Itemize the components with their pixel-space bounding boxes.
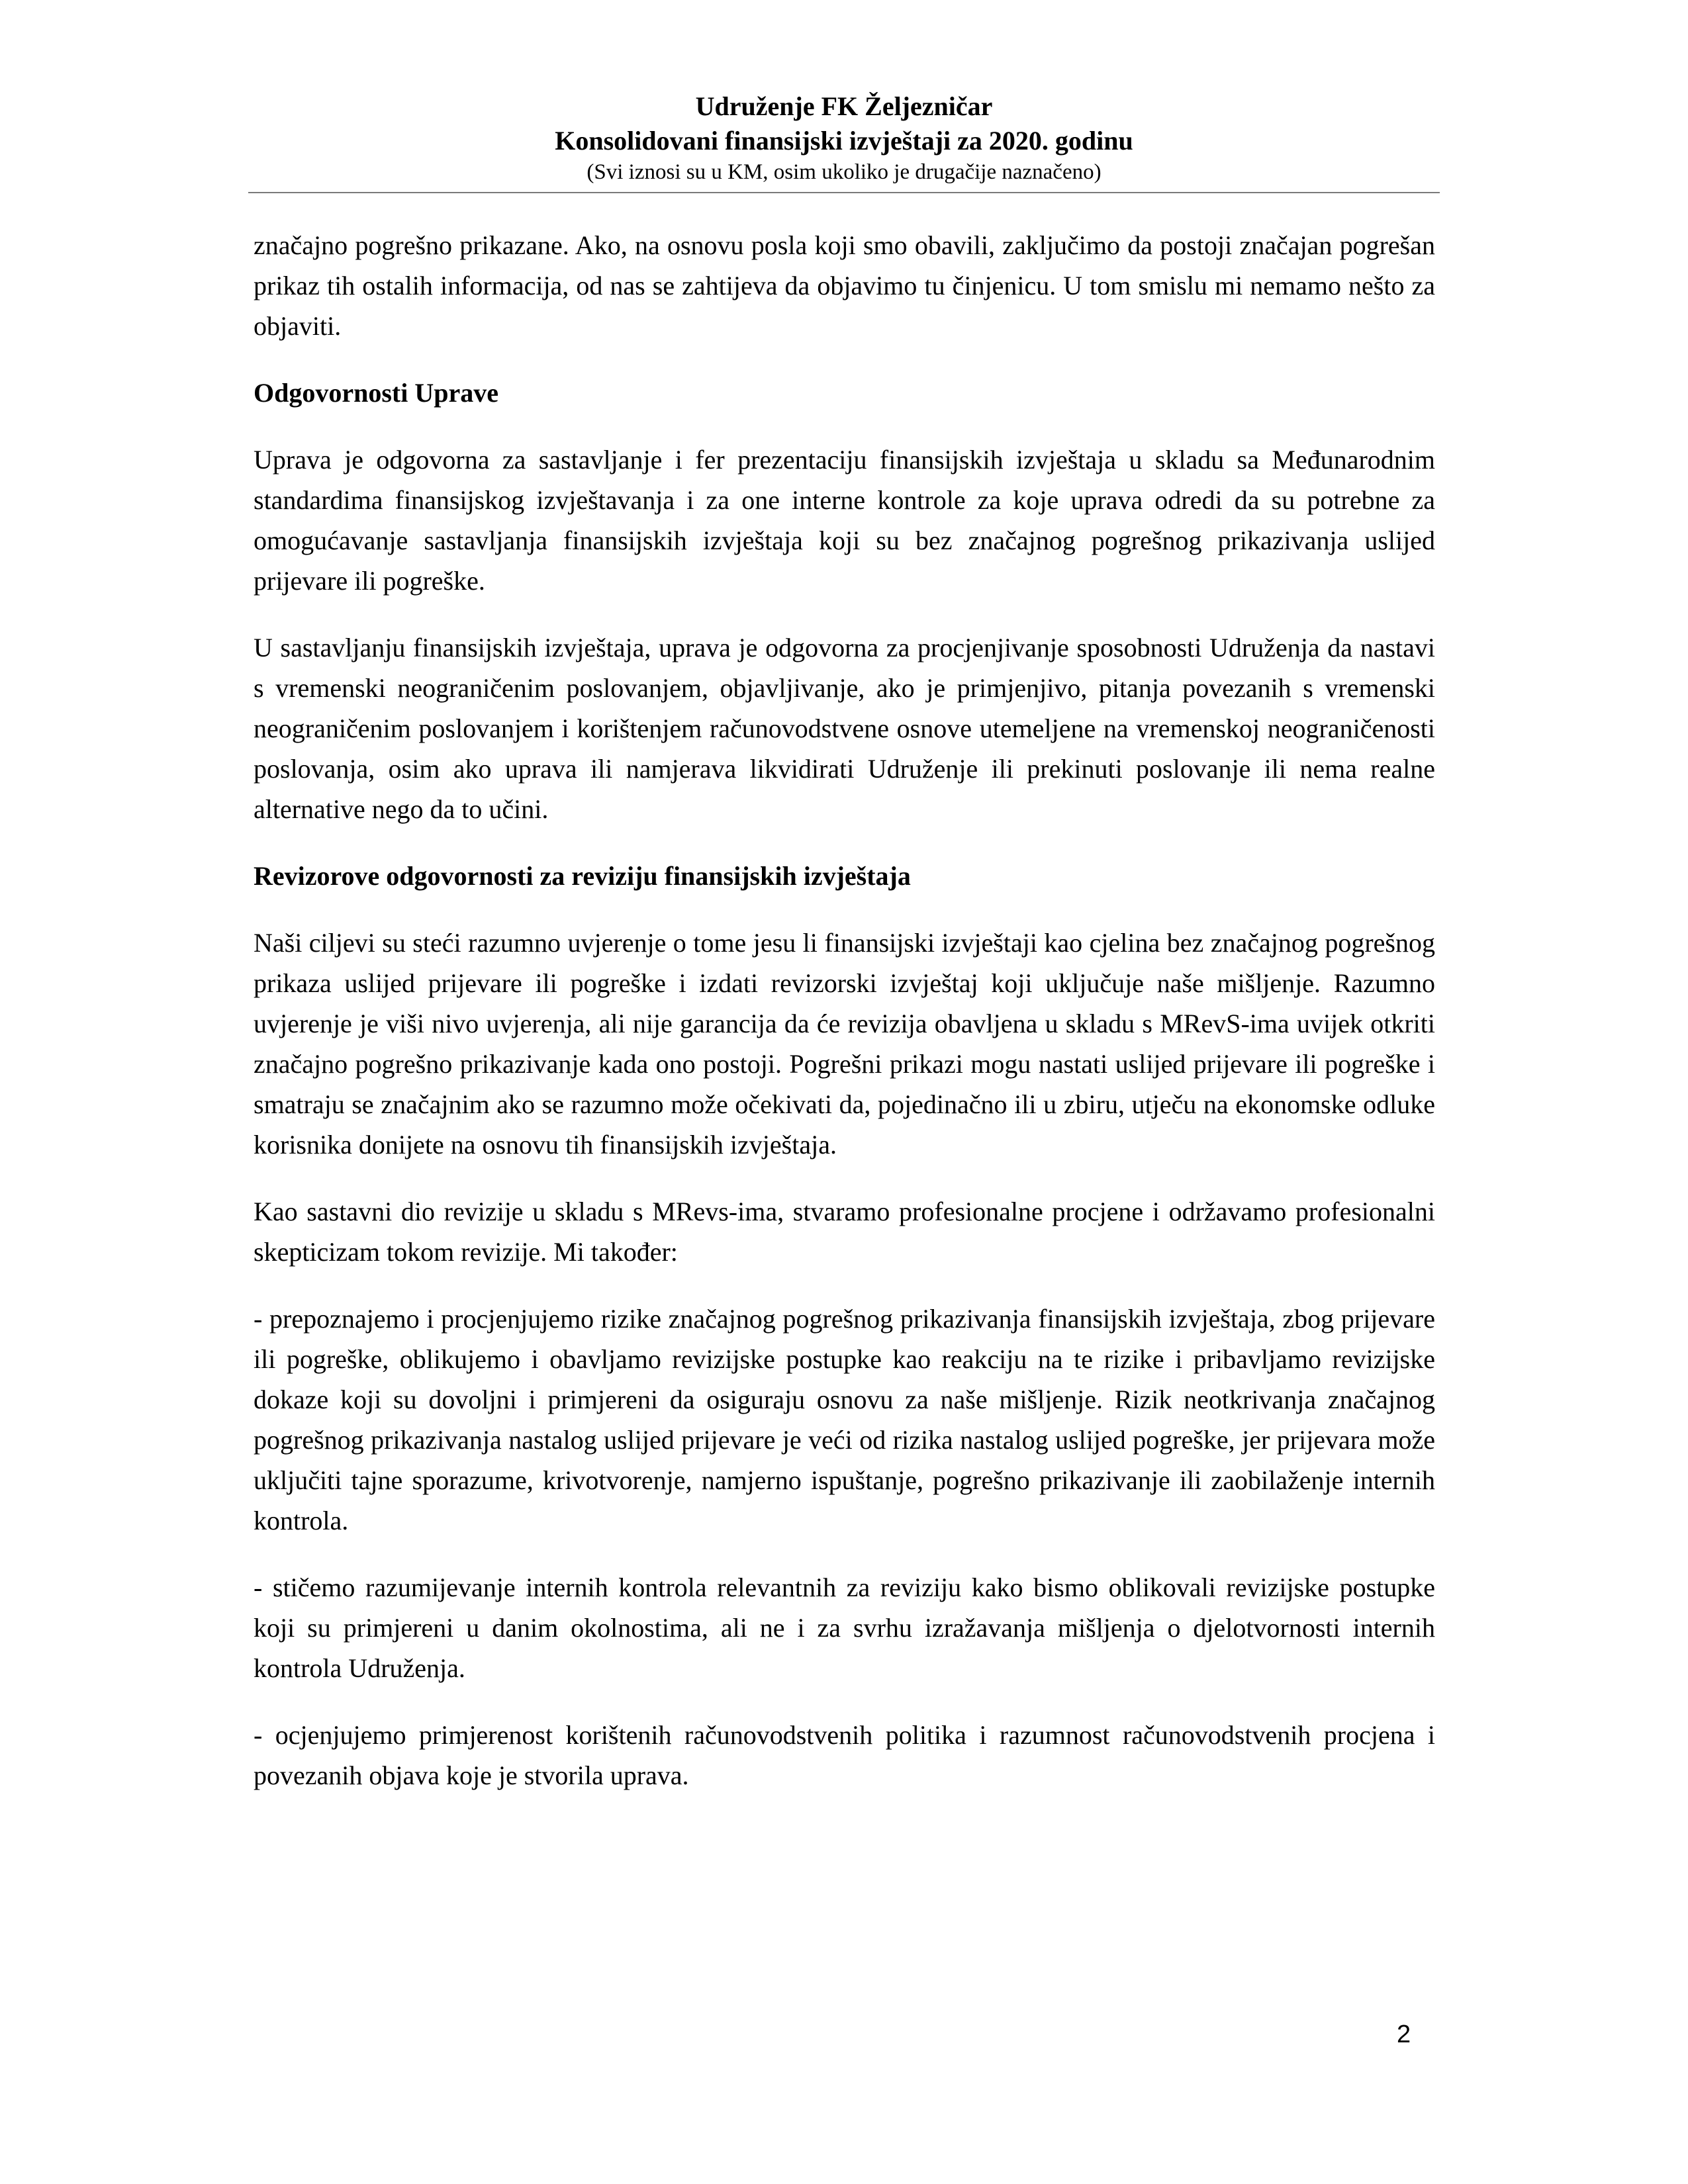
- auditor-paragraph-2: Kao sastavni dio revizije u skladu s MRevs-ima, stvaramo profesionalne procjene i održavamo profesionalni skepticizam tokom revizije. Mi također:: [254, 1197, 1435, 1267]
- report-title: Konsolidovani finansijski izvještaji za 2020. godinu: [555, 126, 1133, 156]
- management-paragraph-2: U sastavljanju finansijskih izvještaja, uprava je odgovorna za procjenjivanje sposobnosti Udruženja da nastavi s vremenski neograničenim poslovanjem, objavljivanje, ako je primjenjivo, pitanja povezanih s vremenski neograničenim poslovanjem i korištenjem računovodstvene osnove utemeljene na vremenskoj neograničenosti poslovanja, osim ako uprava ili namjerava likvidirati Udruženje ili prekinuti poslovanje ili nema realne alternative nego da to učini.: [254, 633, 1435, 824]
- auditor-paragraph-1: Naši ciljevi su steći razumno uvjerenje o tome jesu li finansijski izvještaji kao cjelina bez značajnog pogrešnog prikaza uslijed prijevare ili pogreške i izdati revizorski izvještaj koji uključuje naše mišljenje. Razumno uvjerenje je viši nivo uvjerenja, ali nije garancija da će revizija obavljena u skladu s MRevS-ima uvijek otkriti značajno pogrešno prikazivanje kada ono postoji. Pogrešni prikazi mogu nastati uslijed prijevare ili pogreške i smatraju se značajnim ako se razumno može očekivati da, pojedinačno ili u zbiru, utječu na ekonomske odluke korisnika donijete na osnovu tih finansijskih izvještaja.: [254, 928, 1435, 1160]
- auditor-list-item-1: - prepoznajemo i procjenjujemo rizike značajnog pogrešnog prikazivanja finansijskih izvještaja, zbog prijevare ili pogreške, oblikujemo i obavljamo revizijske postupke kao reakciju na te rizike i pribavljamo revizijske dokaze koji su dovoljni i primjereni da osiguraju osnovu za naše mišljenje. Rizik neotkrivanja značajnog pogrešnog prikazivanja nastalog uslijed prijevare je veći od rizika nastalog uslijed pogreške, jer prijevara može uključiti tajne sporazume, krivotvorenje, namjerno ispuštanje, pogrešno prikazivanje ili zaobilaženje internih kontrola.: [254, 1304, 1435, 1535]
- auditor-list-item-3: - ocjenjujemo primjerenost korištenih računovodstvenih politika i razumnost računovodstvenih procjena i povezanih objava koje je stvorila uprava.: [254, 1720, 1435, 1790]
- document-body: [254, 225, 1435, 1822]
- page-header: [248, 89, 1440, 186]
- organization-name: Udruženje FK Željezničar: [695, 91, 993, 121]
- header-divider: [248, 192, 1440, 193]
- page-number: 2: [1397, 2021, 1411, 2048]
- auditor-list-item-2: - stičemo razumijevanje internih kontrola relevantnih za reviziju kako bismo oblikovali revizijske postupke koji su primjereni u danim okolnostima, ali ne i za svrhu izražavanja mišljenja o djelotvornosti internih kontrola Udruženja.: [254, 1572, 1435, 1683]
- currency-note: (Svi iznosi su u KM, osim ukoliko je drugačije naznačeno): [586, 160, 1102, 184]
- section-heading-auditor: Revizorove odgovornosti za reviziju finansijskih izvještaja: [254, 861, 911, 891]
- management-paragraph-1: Uprava je odgovorna za sastavljanje i fer prezentaciju finansijskih izvještaja u skladu sa Međunarodnim standardima finansijskog izvještavanja i za one interne kontrole za koje uprava odredi da su potrebne za omogućavanje sastavljanja finansijskih izvještaja koji su bez značajnog pogrešnog prikazivanja uslijed prijevare ili pogreške.: [254, 445, 1435, 596]
- intro-paragraph: značajno pogrešno prikazane. Ako, na osnovu posla koji smo obavili, zaključimo da postoji značajan pogrešan prikaz tih ostalih informacija, od nas se zahtijeva da objavimo tu činjenicu. U tom smislu mi nemamo nešto za objaviti.: [254, 230, 1435, 341]
- section-heading-management: Odgovornosti Uprave: [254, 378, 498, 408]
